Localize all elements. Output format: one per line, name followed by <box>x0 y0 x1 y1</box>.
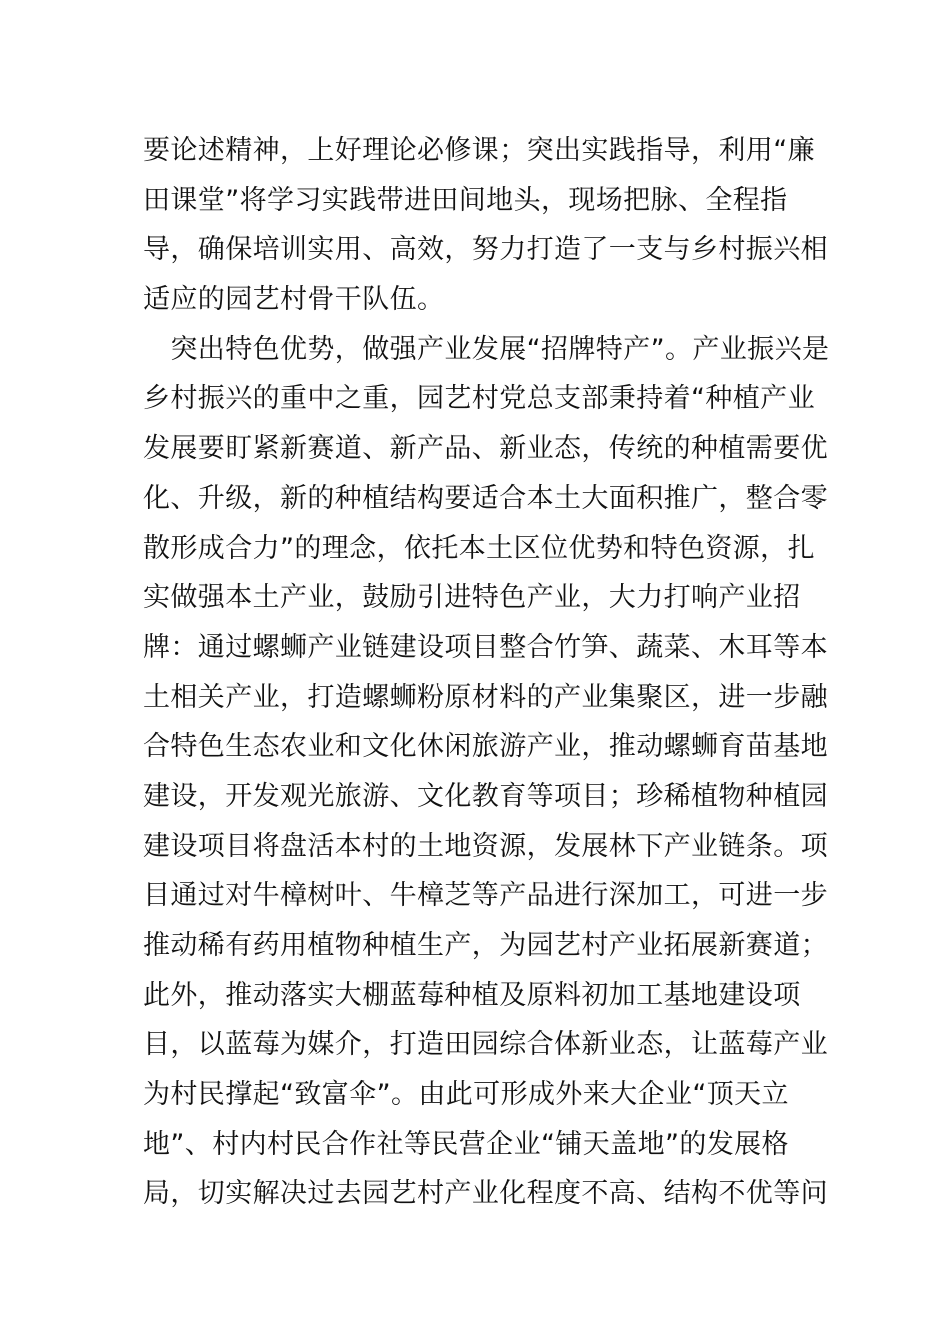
text-line: 推动稀有药用植物种植生产，为园艺村产业拓展新赛道； <box>143 930 828 961</box>
paragraph-start-line: 突出特色优势，做强产业发展“招牌特产”。产业振兴是 <box>143 333 830 365</box>
text-line: 导，确保培训实用、高效，努力打造了一支与乡村振兴相 <box>143 234 828 266</box>
text-line: 土相关产业，打造螺蛳粉原材料的产业集聚区，进一步融 <box>143 681 828 713</box>
text-line: 建设项目将盘活本村的土地资源，发展林下产业链条。项 <box>143 830 828 862</box>
text-line: 目，以蓝莓为媒介，打造田园综合体新业态，让蓝莓产业 <box>143 1029 828 1061</box>
text-line: 化、升级，新的种植结构要适合本土大面积推广，整合零 <box>143 482 828 514</box>
body-text <box>143 126 830 1219</box>
text-line: 此外，推动落实大棚蓝莓种植及原料初加工基地建设项 <box>143 979 801 1011</box>
text-line: 要论述精神，上好理论必修课；突出实践指导，利用“廉 <box>143 135 815 166</box>
text-line: 为村民撑起“致富伞”。由此可形成外来大企业“顶天立 <box>143 1079 789 1111</box>
text-line: 发展要盯紧新赛道、新产品、新业态，传统的种植需要优 <box>143 433 828 465</box>
text-line: 散形成合力”的理念，依托本土区位优势和特色资源，扎 <box>143 532 815 564</box>
text-line: 局，切实解决过去园艺村产业化程度不高、结构不优等问 <box>143 1178 828 1210</box>
text-line: 田课堂”将学习实践带进田间地头，现场把脉、全程指 <box>143 184 788 216</box>
text-line: 目通过对牛樟树叶、牛樟芝等产品进行深加工，可进一步 <box>143 880 828 912</box>
text-line: 牌：通过螺蛳产业链建设项目整合竹笋、蔬菜、木耳等本 <box>143 631 828 663</box>
text-line: 地”、村内村民合作社等民营企业“铺天盖地”的发展格 <box>143 1128 789 1160</box>
text-line: 适应的园艺村骨干队伍。 <box>143 284 445 316</box>
text-line: 实做强本土产业，鼓励引进特色产业，大力打响产业招 <box>143 582 801 614</box>
text-line: 合特色生态农业和文化休闲旅游产业，推动螺蛳育苗基地 <box>143 731 828 763</box>
text-line: 建设，开发观光旅游、文化教育等项目；珍稀植物种植园 <box>143 780 828 812</box>
text-line: 乡村振兴的重中之重，园艺村党总支部秉持着“种植产业 <box>143 383 815 415</box>
